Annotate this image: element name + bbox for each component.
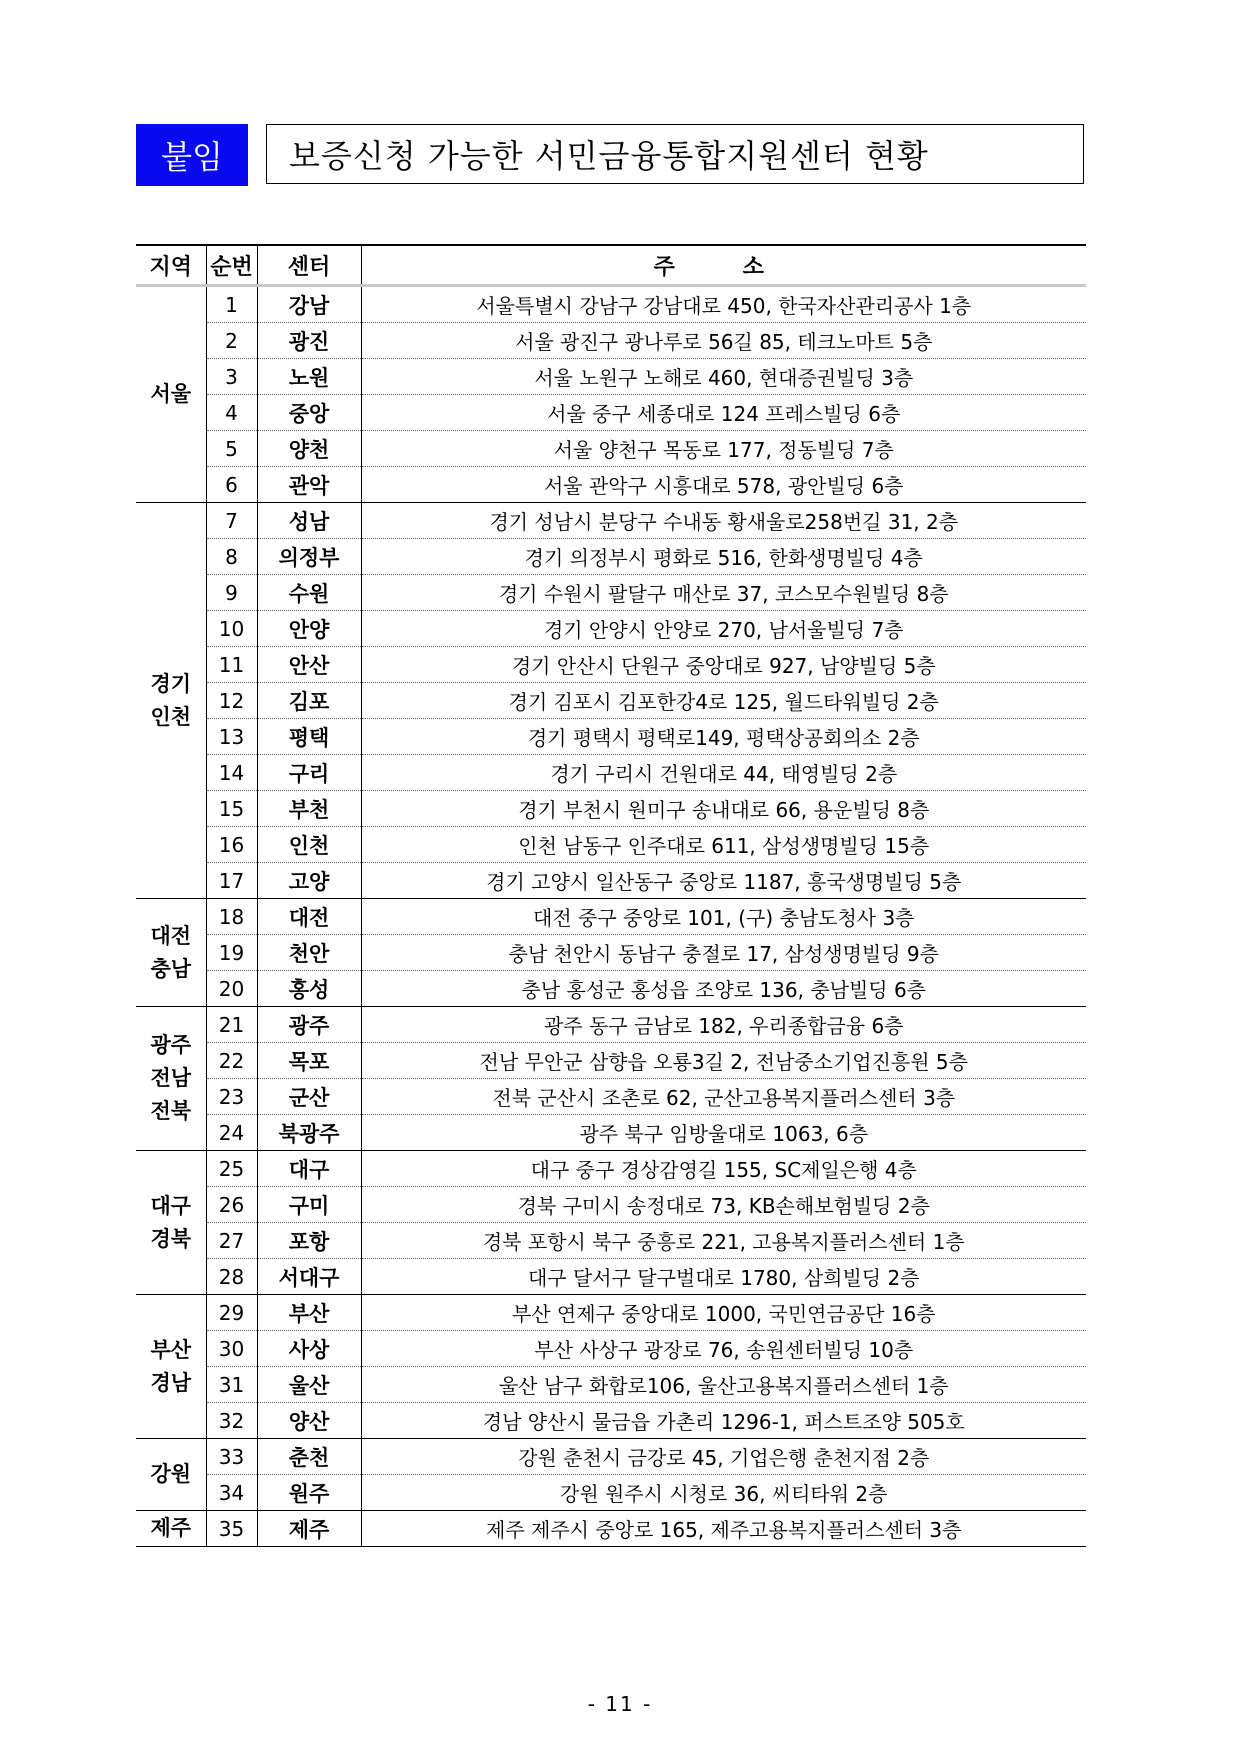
center-cell: 울산 — [257, 1367, 361, 1403]
address-cell: 경기 구리시 건원대로 44, 태영빌딩 2층 — [361, 755, 1086, 791]
table-row — [136, 683, 1086, 719]
address-cell: 강원 춘천시 금강로 45, 기업은행 춘천지점 2층 — [361, 1439, 1086, 1475]
center-cell: 안양 — [257, 611, 361, 647]
no-cell: 5 — [206, 431, 257, 467]
address-cell: 경기 수원시 팔달구 매산로 37, 코스모수원빌딩 8층 — [361, 575, 1086, 611]
address-cell: 충남 홍성군 홍성읍 조양로 136, 충남빌딩 6층 — [361, 971, 1086, 1007]
center-cell: 노원 — [257, 359, 361, 395]
address-cell: 서울 관악구 시흥대로 578, 광안빌딩 6층 — [361, 467, 1086, 503]
table-row — [136, 719, 1086, 755]
center-cell: 홍성 — [257, 971, 361, 1007]
no-cell: 20 — [206, 971, 257, 1007]
no-cell: 30 — [206, 1331, 257, 1367]
address-cell: 강원 원주시 시청로 36, 씨티타워 2층 — [361, 1475, 1086, 1511]
table-row — [136, 1367, 1086, 1403]
center-cell: 양산 — [257, 1403, 361, 1439]
no-cell: 13 — [206, 719, 257, 755]
center-cell: 대전 — [257, 899, 361, 935]
address-cell: 경북 구미시 송정대로 73, KB손해보험빌딩 2층 — [361, 1187, 1086, 1223]
address-cell: 부산 사상구 광장로 76, 송원센터빌딩 10층 — [361, 1331, 1086, 1367]
table-row — [136, 899, 1086, 935]
table-row — [136, 1511, 1086, 1547]
table-row — [136, 791, 1086, 827]
no-cell: 10 — [206, 611, 257, 647]
address-cell: 충남 천안시 동남구 충절로 17, 삼성생명빌딩 9층 — [361, 935, 1086, 971]
address-cell: 제주 제주시 중앙로 165, 제주고용복지플러스센터 3층 — [361, 1511, 1086, 1547]
center-cell: 김포 — [257, 683, 361, 719]
center-cell: 양천 — [257, 431, 361, 467]
address-cell: 부산 연제구 중앙대로 1000, 국민연금공단 16층 — [361, 1295, 1086, 1331]
no-cell: 25 — [206, 1151, 257, 1187]
no-cell: 23 — [206, 1079, 257, 1115]
table-row — [136, 431, 1086, 467]
center-cell: 북광주 — [257, 1115, 361, 1151]
table-header-row — [136, 245, 1086, 286]
page-number: - 11 - — [587, 1692, 653, 1716]
address-cell: 경남 양산시 물금읍 가촌리 1296-1, 퍼스트조양 505호 — [361, 1403, 1086, 1439]
table-row — [136, 1331, 1086, 1367]
center-cell: 강남 — [257, 286, 361, 323]
center-cell: 구미 — [257, 1187, 361, 1223]
table-row — [136, 1403, 1086, 1439]
address-cell: 인천 남동구 인주대로 611, 삼성생명빌딩 15층 — [361, 827, 1086, 863]
address-cell: 대구 중구 경상감영길 155, SC제일은행 4층 — [361, 1151, 1086, 1187]
center-cell: 춘천 — [257, 1439, 361, 1475]
center-cell: 제주 — [257, 1511, 361, 1547]
table-row — [136, 539, 1086, 575]
address-cell: 서울 중구 세종대로 124 프레스빌딩 6층 — [361, 395, 1086, 431]
address-cell: 경북 포항시 북구 중흥로 221, 고용복지플러스센터 1층 — [361, 1223, 1086, 1259]
no-cell: 33 — [206, 1439, 257, 1475]
address-cell: 대구 달서구 달구벌대로 1780, 삼희빌딩 2층 — [361, 1259, 1086, 1295]
region-cell: 대전 충남 — [136, 899, 206, 1007]
address-cell: 전북 군산시 조촌로 62, 군산고용복지플러스센터 3층 — [361, 1079, 1086, 1115]
no-cell: 26 — [206, 1187, 257, 1223]
center-cell: 부천 — [257, 791, 361, 827]
address-cell: 서울 양천구 목동로 177, 정동빌딩 7층 — [361, 431, 1086, 467]
address-cell: 경기 의정부시 평화로 516, 한화생명빌딩 4층 — [361, 539, 1086, 575]
address-cell: 경기 고양시 일산동구 중앙로 1187, 흥국생명빌딩 5층 — [361, 863, 1086, 899]
table-row — [136, 1043, 1086, 1079]
table-row — [136, 1187, 1086, 1223]
address-cell: 경기 김포시 김포한강4로 125, 월드타워빌딩 2층 — [361, 683, 1086, 719]
table-row — [136, 1223, 1086, 1259]
region-cell: 부산 경남 — [136, 1295, 206, 1439]
no-cell: 34 — [206, 1475, 257, 1511]
no-cell: 31 — [206, 1367, 257, 1403]
address-cell: 광주 북구 임방울대로 1063, 6층 — [361, 1115, 1086, 1151]
center-cell: 광주 — [257, 1007, 361, 1043]
no-cell: 24 — [206, 1115, 257, 1151]
address-cell: 대전 중구 중앙로 101, (구) 충남도청사 3층 — [361, 899, 1086, 935]
no-cell: 11 — [206, 647, 257, 683]
address-cell: 광주 동구 금남로 182, 우리종합금융 6층 — [361, 1007, 1086, 1043]
table-row — [136, 1115, 1086, 1151]
center-cell: 사상 — [257, 1331, 361, 1367]
center-cell: 성남 — [257, 503, 361, 539]
table-row — [136, 647, 1086, 683]
region-cell: 제주 — [136, 1511, 206, 1547]
attachment-badge: 붙임 — [136, 124, 248, 186]
center-cell: 안산 — [257, 647, 361, 683]
no-cell: 12 — [206, 683, 257, 719]
no-cell: 35 — [206, 1511, 257, 1547]
address-cell: 울산 남구 화합로106, 울산고용복지플러스센터 1층 — [361, 1367, 1086, 1403]
table-row — [136, 1475, 1086, 1511]
no-cell: 8 — [206, 539, 257, 575]
table-row — [136, 1439, 1086, 1475]
center-cell: 포항 — [257, 1223, 361, 1259]
table-row — [136, 323, 1086, 359]
no-cell: 4 — [206, 395, 257, 431]
table-row — [136, 611, 1086, 647]
no-cell: 17 — [206, 863, 257, 899]
no-cell: 18 — [206, 899, 257, 935]
table-row — [136, 755, 1086, 791]
table-body — [136, 286, 1086, 1547]
table-row — [136, 286, 1086, 323]
table-row — [136, 467, 1086, 503]
table-row — [136, 503, 1086, 539]
center-cell: 수원 — [257, 575, 361, 611]
no-cell: 2 — [206, 323, 257, 359]
region-cell: 경기 인천 — [136, 503, 206, 899]
center-cell: 천안 — [257, 935, 361, 971]
address-cell: 전남 무안군 삼향읍 오룡3길 2, 전남중소기업진흥원 5층 — [361, 1043, 1086, 1079]
address-cell: 경기 평택시 평택로149, 평택상공회의소 2층 — [361, 719, 1086, 755]
region-cell: 강원 — [136, 1439, 206, 1511]
address-cell: 경기 안양시 안양로 270, 남서울빌딩 7층 — [361, 611, 1086, 647]
center-cell: 고양 — [257, 863, 361, 899]
no-cell: 9 — [206, 575, 257, 611]
no-cell: 21 — [206, 1007, 257, 1043]
region-cell: 서울 — [136, 286, 206, 503]
no-cell: 7 — [206, 503, 257, 539]
table-row — [136, 827, 1086, 863]
center-cell: 목포 — [257, 1043, 361, 1079]
region-cell: 대구 경북 — [136, 1151, 206, 1295]
center-table — [136, 244, 1086, 1547]
address-cell: 서울특별시 강남구 강남대로 450, 한국자산관리공사 1층 — [361, 286, 1086, 323]
center-cell: 인천 — [257, 827, 361, 863]
address-cell: 경기 부천시 원미구 송내대로 66, 용운빌딩 8층 — [361, 791, 1086, 827]
center-cell: 원주 — [257, 1475, 361, 1511]
table-row — [136, 1079, 1086, 1115]
no-cell: 22 — [206, 1043, 257, 1079]
no-cell: 19 — [206, 935, 257, 971]
header-region: 지역 — [136, 245, 206, 286]
center-cell: 대구 — [257, 1151, 361, 1187]
table-row — [136, 863, 1086, 899]
table-row — [136, 1007, 1086, 1043]
table-row — [136, 1151, 1086, 1187]
center-cell: 광진 — [257, 323, 361, 359]
table-row — [136, 1259, 1086, 1295]
table-row — [136, 575, 1086, 611]
table-row — [136, 971, 1086, 1007]
center-cell: 부산 — [257, 1295, 361, 1331]
center-cell: 평택 — [257, 719, 361, 755]
address-cell: 경기 안산시 단원구 중앙대로 927, 남양빌딩 5층 — [361, 647, 1086, 683]
no-cell: 1 — [206, 286, 257, 323]
region-cell: 광주 전남 전북 — [136, 1007, 206, 1151]
center-cell: 군산 — [257, 1079, 361, 1115]
address-cell: 경기 성남시 분당구 수내동 황새울로258번길 31, 2층 — [361, 503, 1086, 539]
no-cell: 28 — [206, 1259, 257, 1295]
title-row — [136, 124, 1086, 186]
no-cell: 14 — [206, 755, 257, 791]
table-row — [136, 1295, 1086, 1331]
center-cell: 서대구 — [257, 1259, 361, 1295]
center-cell: 의정부 — [257, 539, 361, 575]
no-cell: 3 — [206, 359, 257, 395]
header-address: 주 소 — [361, 245, 1086, 286]
center-cell: 구리 — [257, 755, 361, 791]
header-no: 순번 — [206, 245, 257, 286]
header-center: 센터 — [257, 245, 361, 286]
page-title: 보증신청 가능한 서민금융통합지원센터 현황 — [266, 124, 1084, 184]
address-cell: 서울 광진구 광나루로 56길 85, 테크노마트 5층 — [361, 323, 1086, 359]
address-cell: 서울 노원구 노해로 460, 현대증권빌딩 3층 — [361, 359, 1086, 395]
center-cell: 중앙 — [257, 395, 361, 431]
no-cell: 27 — [206, 1223, 257, 1259]
no-cell: 15 — [206, 791, 257, 827]
table-row — [136, 935, 1086, 971]
no-cell: 29 — [206, 1295, 257, 1331]
no-cell: 6 — [206, 467, 257, 503]
center-cell: 관악 — [257, 467, 361, 503]
table-row — [136, 395, 1086, 431]
no-cell: 16 — [206, 827, 257, 863]
table-row — [136, 359, 1086, 395]
no-cell: 32 — [206, 1403, 257, 1439]
